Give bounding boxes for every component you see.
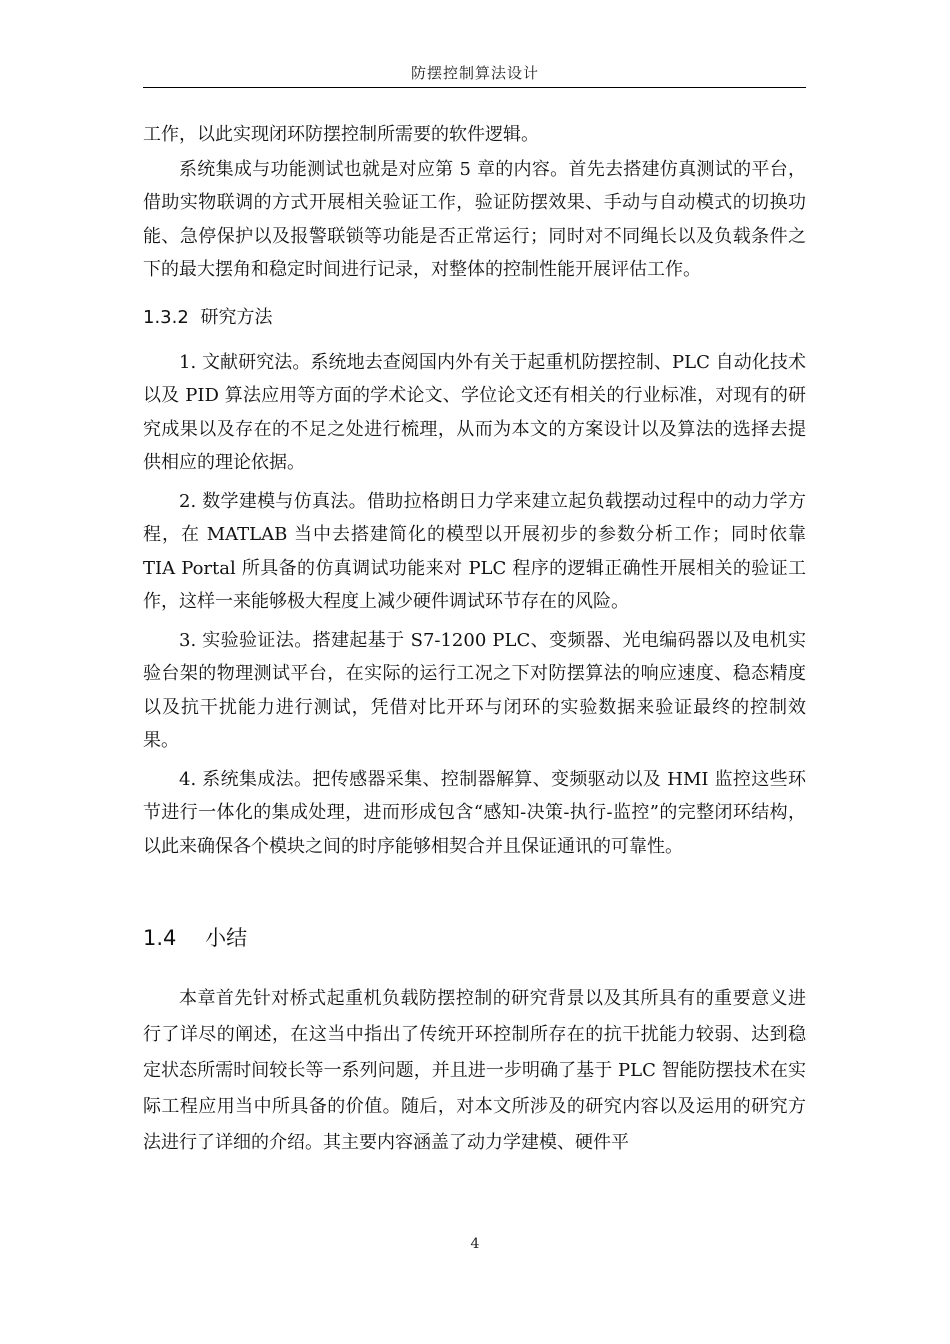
- method-item-4: 4. 系统集成法。把传感器采集、控制器解算、变频驱动以及 HMI 监控这些环节进行一体化的集成处理，进而形成包含“感知-决策-执行-监控”的完整闭环结构，以此来确保各个模块之间的时序能够相契合并且保证通讯的可靠性。: [143, 768, 806, 857]
- page-number: 4: [470, 1236, 480, 1252]
- section-title: 小结: [205, 926, 248, 950]
- header-rule: [143, 87, 806, 88]
- subsection-title: 研究方法: [200, 306, 273, 328]
- paragraph-system-integration: 系统集成与功能测试也就是对应第 5 章的内容。首先去搭建仿真测试的平台，借助实物联调的方式开展相关验证工作，验证防摆效果、手动与自动模式的切换功能、急停保护以及报警联锁等功能是否正常运行；同时对不同绳长以及负载条件之下的最大摆角和稳定时间进行记录，对整体的控制性能开展评估工作。: [143, 158, 806, 280]
- method-item-2: 2. 数学建模与仿真法。借助拉格朗日力学来建立起负载摆动过程中的动力学方程，在 MATLAB 当中去搭建简化的模型以开展初步的参数分析工作；同时依靠 TIA Portal 所具备的仿真调试功能来对 PLC 程序的逻辑正确性开展相关的验证工作，这样一来能够极大程度上减少硬件调试环节存在的风险。: [143, 490, 806, 612]
- method-item-1: 1. 文献研究法。系统地去查阅国内外有关于起重机防摆控制、PLC 自动化技术以及 PID 算法应用等方面的学术论文、学位论文还有相关的行业标准，对现有的研究成果以及存在的不足之处进行梳理，从而为本文的方案设计以及算法的选择去提供相应的理论依据。: [143, 351, 806, 473]
- subsection-heading: [143, 301, 806, 334]
- running-header: 防摆控制算法设计: [410, 64, 539, 82]
- page-body: [143, 118, 806, 1161]
- section-number: 1.4: [143, 926, 177, 950]
- summary-paragraph: 本章首先针对桥式起重机负载防摆控制的研究背景以及其所具有的重要意义进行了详尽的阐述，在这当中指出了传统开环控制所存在的抗干扰能力较弱、达到稳定状态所需时间较长等一系列问题，并且进一步明确了基于 PLC 智能防摆技术在实际工程应用当中所具备的价值。随后，对本文所涉及的研究内容以及运用的研究方法进行了详细的介绍。其主要内容涵盖了动力学建模、硬件平: [143, 988, 806, 1153]
- subsection-number: 1.3.2: [143, 306, 189, 328]
- section-heading: [143, 921, 806, 955]
- method-item-3: 3. 实验验证法。搭建起基于 S7-1200 PLC、变频器、光电编码器以及电机实验台架的物理测试平台，在实际的运行工况之下对防摆算法的响应速度、稳态精度以及抗干扰能力进行测试，凭借对比开环与闭环的实验数据来验证最终的控制效果。: [143, 629, 806, 751]
- paragraph-continuation: 工作，以此实现闭环防摆控制所需要的软件逻辑。: [143, 124, 539, 145]
